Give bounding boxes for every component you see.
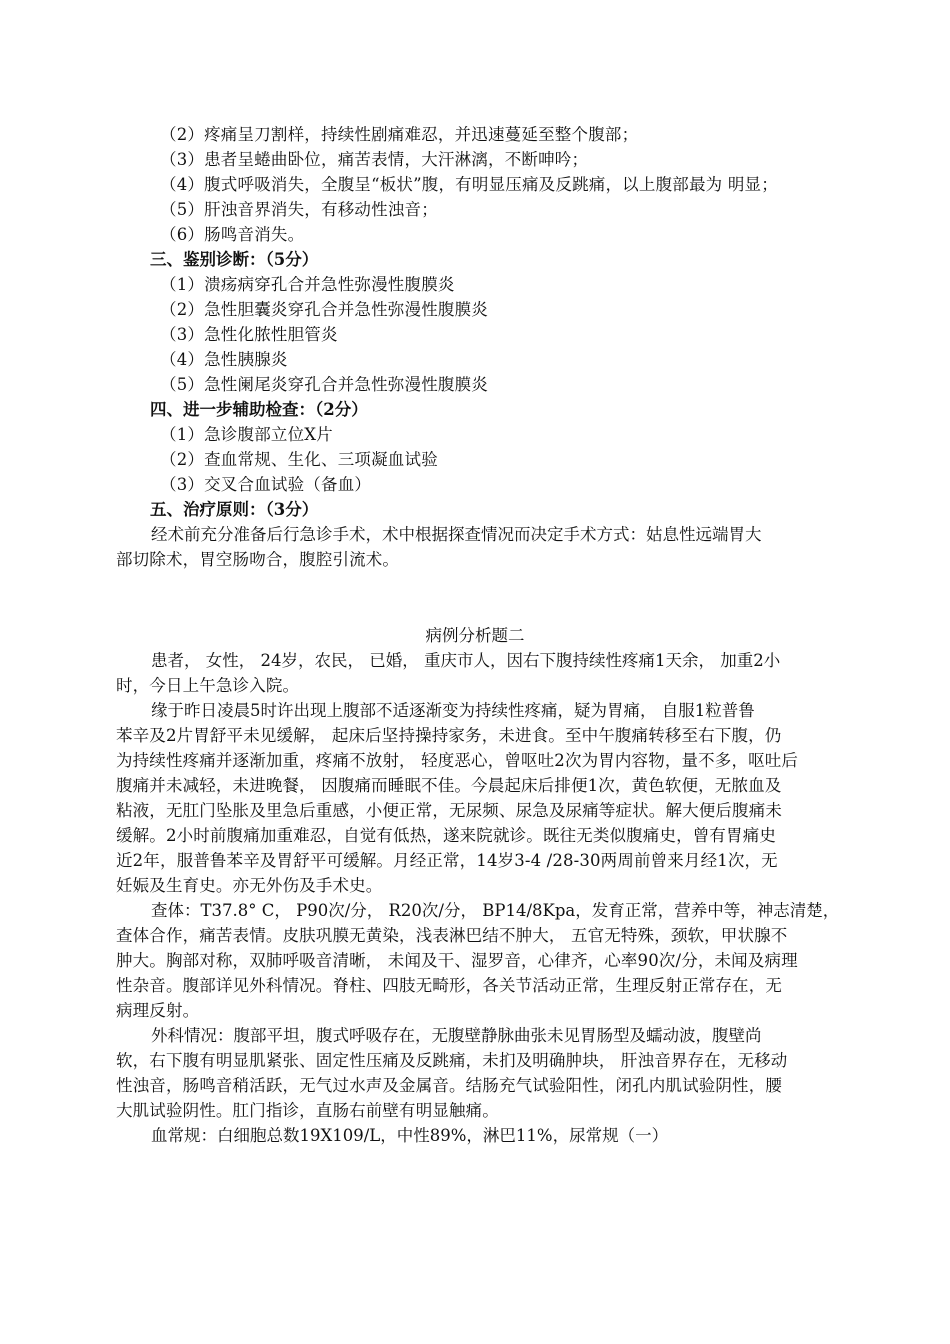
differential-diagnosis-heading: 三、鉴别诊断：（5分）: [150, 250, 319, 269]
intro-line: 患者， 女性， 24岁，农民， 已婚， 重庆市人，因右下腹持续性疼痛1天余， 加重2小: [151, 651, 781, 670]
history-line: 苯辛及2片胃舒平未见缓解， 起床后坚持操持家务，未进食。至中午腹痛转移至右下腹，仍: [116, 726, 782, 745]
treatment-heading: 五、治疗原则：（3分）: [150, 500, 319, 519]
physical-exam-line: 查体合作，痛苦表情。皮肤巩膜无黄染，浅表淋巴结不肿大， 五官无特殊，颈软，甲状腺不: [116, 926, 788, 945]
symptom-item: （2）疼痛呈刀割样，持续性剧痛难忍，并迅速蔓延至整个腹部；: [160, 125, 639, 144]
intro-line: 时，今日上午急诊入院。: [116, 676, 300, 695]
surgical-findings-line: 外科情况：腹部平坦，腹式呼吸存在，无腹壁静脉曲张未见胃肠型及蠕动波，腹壁尚: [151, 1026, 762, 1045]
history-line: 近2年，服普鲁苯辛及胃舒平可缓解。月经正常，14岁3-4 /28-30两周前曾来月经1次，无: [116, 851, 778, 870]
blood-test-line: 血常规：白细胞总数19X109/L，中性89%，淋巴11%，尿常规（一）: [151, 1126, 669, 1145]
symptom-item: （6）肠鸣音消失。: [160, 225, 305, 244]
treatment-line: 经术前充分准备后行急诊手术，术中根据探查情况而决定手术方式：姑息性远端胃大: [151, 525, 762, 544]
physical-exam-line: 查体：T37.8° C， P90次/分， R20次/分， BP14/8Kpa，发育正常，营养中等，神志清楚，: [151, 901, 840, 920]
case-title: 病例分析题二: [425, 626, 525, 645]
physical-exam-line: 肿大。胸部对称，双肺呼吸音清晰， 未闻及干、湿罗音，心律齐，心率90次/分，未闻及病理: [116, 951, 798, 970]
surgical-findings-line: 大肌试验阴性。肛门指诊，直肠右前壁有明显触痛。: [116, 1101, 499, 1120]
history-line: 腹痛并未减轻，未进晚餐， 因腹痛而睡眠不佳。今晨起床后排便1次，黄色软便，无脓血及: [116, 776, 782, 795]
differential-item: （2）急性胆囊炎穿孔合并急性弥漫性腹膜炎: [160, 300, 488, 319]
physical-exam-line: 病理反射。: [116, 1001, 200, 1020]
symptom-item: （3）患者呈蜷曲卧位，痛苦表情，大汗淋漓，不断呻吟；: [160, 150, 589, 169]
differential-item: （1）溃疡病穿孔合并急性弥漫性腹膜炎: [160, 275, 455, 294]
history-line: 为持续性疼痛并逐渐加重，疼痛不放射， 轻度恶心，曾呕吐2次为胃内容物，量不多，呕吐后: [116, 751, 799, 770]
auxiliary-exam-heading: 四、进一步辅助检查：（2分）: [150, 400, 368, 419]
differential-item: （3）急性化脓性胆管炎: [160, 325, 338, 344]
exam-item: （1）急诊腹部立位X片: [160, 425, 333, 444]
exam-item: （2）查血常规、生化、三项凝血试验: [160, 450, 438, 469]
history-line: 妊娠及生育史。亦无外伤及手术史。: [116, 876, 383, 895]
history-line: 缓解。2小时前腹痛加重难忍，自觉有低热，遂来院就诊。既往无类似腹痛史，曾有胃痛史: [116, 826, 776, 845]
symptom-item: （5）肝浊音界消失，有移动性浊音；: [160, 200, 438, 219]
surgical-findings-line: 软，右下腹有明显肌紧张、固定性压痛及反跳痛，未扪及明确肿块， 肝浊音界存在，无移动: [116, 1051, 788, 1070]
treatment-line: 部切除术，胃空肠吻合，腹腔引流术。: [116, 550, 400, 569]
symptom-item: （4）腹式呼吸消失，全腹呈“板状”腹，有明显压痛及反跳痛，以上腹部最为 明显；: [160, 175, 778, 194]
physical-exam-line: 性杂音。腹部详见外科情况。脊柱、四肢无畸形，各关节活动正常，生理反射正常存在，无: [116, 976, 782, 995]
history-line: 缘于昨日凌晨5时许出现上腹部不适逐渐变为持续性疼痛，疑为胃痛， 自服1粒普鲁: [151, 701, 755, 720]
differential-item: （5）急性阑尾炎穿孔合并急性弥漫性腹膜炎: [160, 375, 488, 394]
history-line: 粘液，无肛门坠胀及里急后重感，小便正常，无尿频、尿急及尿痛等症状。解大便后腹痛未: [116, 801, 782, 820]
exam-item: （3）交叉合血试验（备血）: [160, 475, 372, 494]
differential-item: （4）急性胰腺炎: [160, 350, 288, 369]
surgical-findings-line: 性浊音，肠鸣音稍活跃，无气过水声及金属音。结肠充气试验阳性，闭孔内肌试验阴性，腰: [116, 1076, 782, 1095]
